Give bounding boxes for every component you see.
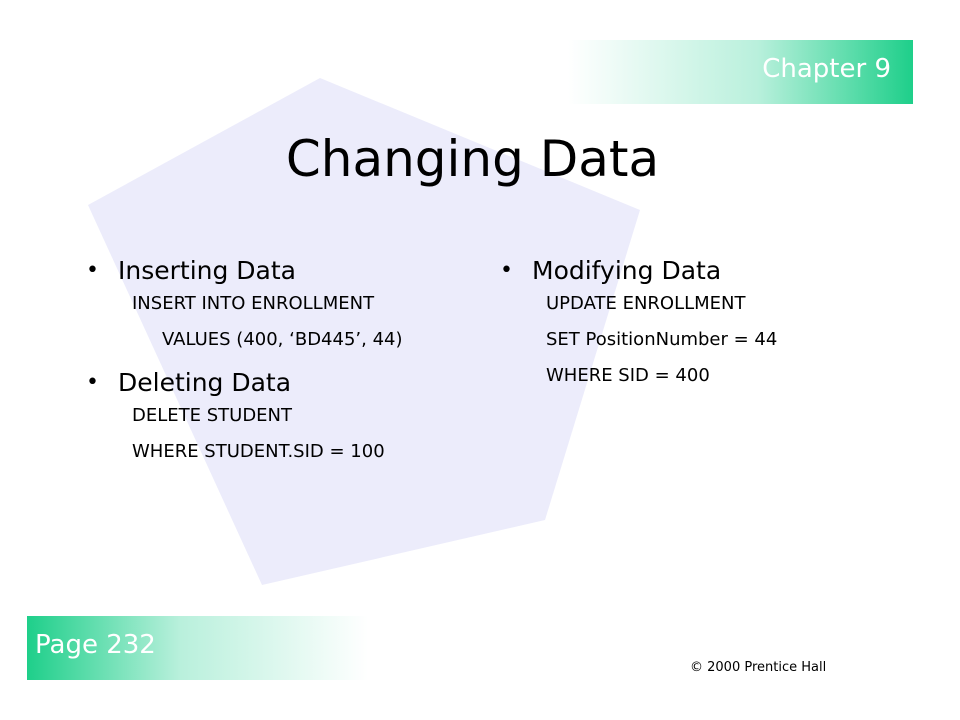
page-number: Page 232 — [35, 630, 156, 660]
bullet-glyph: • — [500, 258, 513, 283]
update-line-3: WHERE SID = 400 — [546, 365, 710, 386]
inserting-heading: Inserting Data — [118, 256, 297, 285]
slide-title: Changing Data — [285, 130, 660, 188]
copyright-notice: © 2000 Prentice Hall — [690, 660, 827, 675]
bullet-inserting-data — [86, 254, 486, 288]
chapter-banner — [568, 40, 913, 104]
deleting-heading: Deleting Data — [118, 368, 292, 397]
right-column — [500, 254, 880, 402]
update-line-2: SET PositionNumber = 44 — [546, 329, 778, 350]
page-banner — [27, 616, 368, 680]
chapter-label: Chapter 9 — [762, 54, 891, 84]
bullet-modifying-data — [500, 254, 880, 288]
bullet-deleting-data — [86, 366, 486, 400]
bullet-glyph: • — [86, 370, 99, 395]
left-column — [86, 254, 486, 478]
insert-line-1: INSERT INTO ENROLLMENT — [132, 293, 375, 314]
bullet-glyph: • — [86, 258, 99, 283]
delete-line-2: WHERE STUDENT.SID = 100 — [132, 441, 385, 462]
update-line-1: UPDATE ENROLLMENT — [546, 293, 746, 314]
insert-line-2: VALUES (400, ‘BD445’, 44) — [162, 329, 403, 350]
delete-line-1: DELETE STUDENT — [132, 405, 293, 426]
modifying-heading: Modifying Data — [532, 256, 722, 285]
